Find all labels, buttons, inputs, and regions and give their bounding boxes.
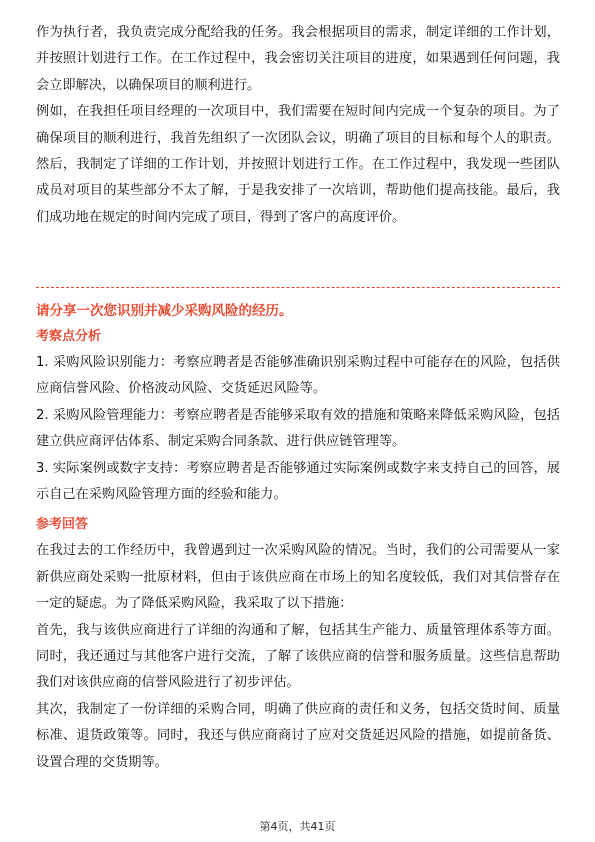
intro-section — [36, 20, 560, 231]
question-section — [36, 298, 560, 776]
page-number-footer: 第4页，共41页 — [259, 820, 336, 833]
question-title: 请分享一次您识别并减少采购风险的经历。 — [36, 303, 293, 319]
reference-paragraph-3: 其次，我制定了一份详细的采购合同，明确了供应商的责任和义务，包括交货时间、质量标准、退货政策等。同时，我还与供应商商讨了应对交货延迟风险的措施，如提前备货、设置合理的交货期等。 — [36, 701, 560, 770]
analysis-item-1: 1. 采购风险识别能力：考察应聘者是否能够准确识别采购过程中可能存在的风险，包括供应商信誉风险、价格波动风险、交货延迟风险等。 — [36, 355, 560, 397]
intro-paragraph-1: 作为执行者，我负责完成分配给我的任务。我会根据项目的需求，制定详细的工作计划，并按照计划进行工作。在工作过程中，我会密切关注项目的进度，如果遇到任何问题，我会立即解决，以确保项目的顺利进行。 — [36, 25, 560, 93]
intro-paragraph-2: 例如，在我担任项目经理的一次项目中，我们需要在短时间内完成一个复杂的项目。为了确保项目的顺利进行，我首先组织了一次团队会议，明确了项目的目标和每个人的职责。然后，我制定了详细的工作计划，并按照计划进行工作。在工作过程中，我发现一些团队成员对项目的某些部分不太了解，于是我安排了一次培训，帮助他们提高技能。最后，我们成功地在规定的时间内完成了项目，得到了客户的高度评价。 — [36, 104, 560, 225]
analysis-item-2: 2. 采购风险管理能力：考察应聘者是否能够采取有效的措施和策略来降低采购风险，包括建立供应商评估体系、制定采购合同条款、进行供应链管理等。 — [36, 407, 560, 450]
section-divider — [36, 287, 560, 288]
reference-paragraph-2: 首先，我与该供应商进行了详细的沟通和了解，包括其生产能力、质量管理体系等方面。同时，我还通过与其他客户进行交流，了解了该供应商的信誉和服务质量。这些信息帮助我们对该供应商的信誉风险进行了初步评估。 — [36, 622, 560, 691]
analysis-item-3: 3. 实际案例或数字支持：考察应聘者是否能够通过实际案例或数字来支持自己的回答，展示自己在采购风险管理方面的经验和能力。 — [36, 460, 560, 503]
reference-paragraph-1: 在我过去的工作经历中，我曾遇到过一次采购风险的情况。当时，我们的公司需要从一家新供应商处采购一批原材料，但由于该供应商在市场上的知名度较低，我们对其信誉存在一定的疑虑。为了降低采购风险，我采取了以下措施： — [36, 543, 560, 612]
reference-heading: 参考回答 — [36, 517, 89, 533]
analysis-heading: 考察点分析 — [36, 329, 102, 344]
